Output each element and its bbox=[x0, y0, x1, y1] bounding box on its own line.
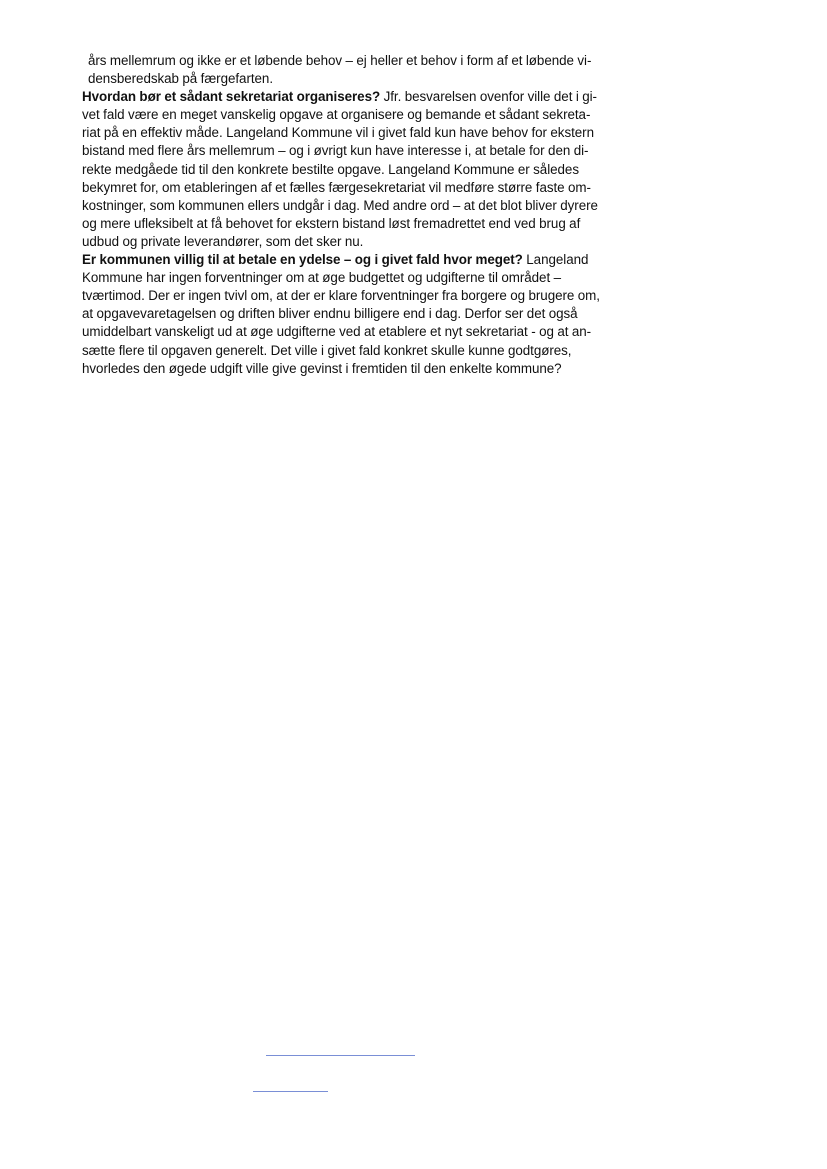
text-line: umiddelbart vanskeligt ud at øge udgifterne ved at etablere et nyt sekretariat - og at an- bbox=[82, 324, 592, 340]
body-text bbox=[82, 52, 657, 378]
text-line: og mere ufleksibelt at få behovet for ekstern bistand løst fremadrettet end ved brug af bbox=[82, 215, 581, 231]
text-line: riat på en effektiv måde. Langeland Kommune vil i givet fald kun have behov for ekstern bbox=[82, 125, 594, 141]
answer-text: Jfr. besvarelsen ovenfor ville det i gi- bbox=[380, 89, 597, 105]
paragraph-payment bbox=[82, 251, 657, 378]
text-line: udbud og private leverandører, som det sker nu. bbox=[82, 233, 364, 249]
paragraph-continuation bbox=[82, 52, 657, 88]
question-heading: Er kommunen villig til at betale en ydelse – og i givet fald hvor meget? bbox=[82, 252, 523, 268]
text-line: at opgavevaretagelsen og driften bliver endnu billigere end i dag. Derfor ser det også bbox=[82, 306, 578, 322]
question-heading: Hvordan bør et sådant sekretariat organiseres? bbox=[82, 89, 381, 105]
text-line: hvorledes den øgede udgift ville give gevinst i fremtiden til den enkelte kommune? bbox=[82, 360, 562, 376]
hyperlink-underline[interactable] bbox=[253, 1091, 328, 1092]
text-line: kostninger, som kommunen ellers undgår i dag. Med andre ord – at det blot bliver dyrere bbox=[82, 197, 598, 213]
text-line: rekte medgåede tid til den konkrete bestilte opgave. Langeland Kommune er således bbox=[82, 161, 579, 177]
text-line: densberedskab på færgefarten. bbox=[88, 71, 273, 87]
text-line: bistand med flere års mellemrum – og i øvrigt kun have interesse i, at betale for den di- bbox=[82, 143, 589, 159]
text-line: Kommune har ingen forventninger om at øge budgettet og udgifterne til området – bbox=[82, 270, 561, 286]
text-line: års mellemrum og ikke er et løbende behov – ej heller et behov i form af et løbende vi- bbox=[88, 53, 592, 68]
text-line bbox=[82, 88, 657, 106]
answer-text: Langeland bbox=[522, 252, 589, 268]
text-line: vet fald være en meget vanskelig opgave at organisere og bemande et sådant sekreta- bbox=[82, 107, 591, 123]
hyperlink-underline[interactable] bbox=[266, 1055, 415, 1056]
text-line: tværtimod. Der er ingen tvivl om, at der er klare forventninger fra borgere og brugere om, bbox=[82, 288, 600, 304]
text-line bbox=[82, 251, 657, 269]
text-line: sætte flere til opgaven generelt. Det ville i givet fald konkret skulle kunne godtgøres, bbox=[82, 342, 572, 358]
text-line: bekymret for, om etableringen af et fælles færgesekretariat vil medføre større faste om- bbox=[82, 179, 591, 195]
paragraph-organisation bbox=[82, 88, 657, 251]
